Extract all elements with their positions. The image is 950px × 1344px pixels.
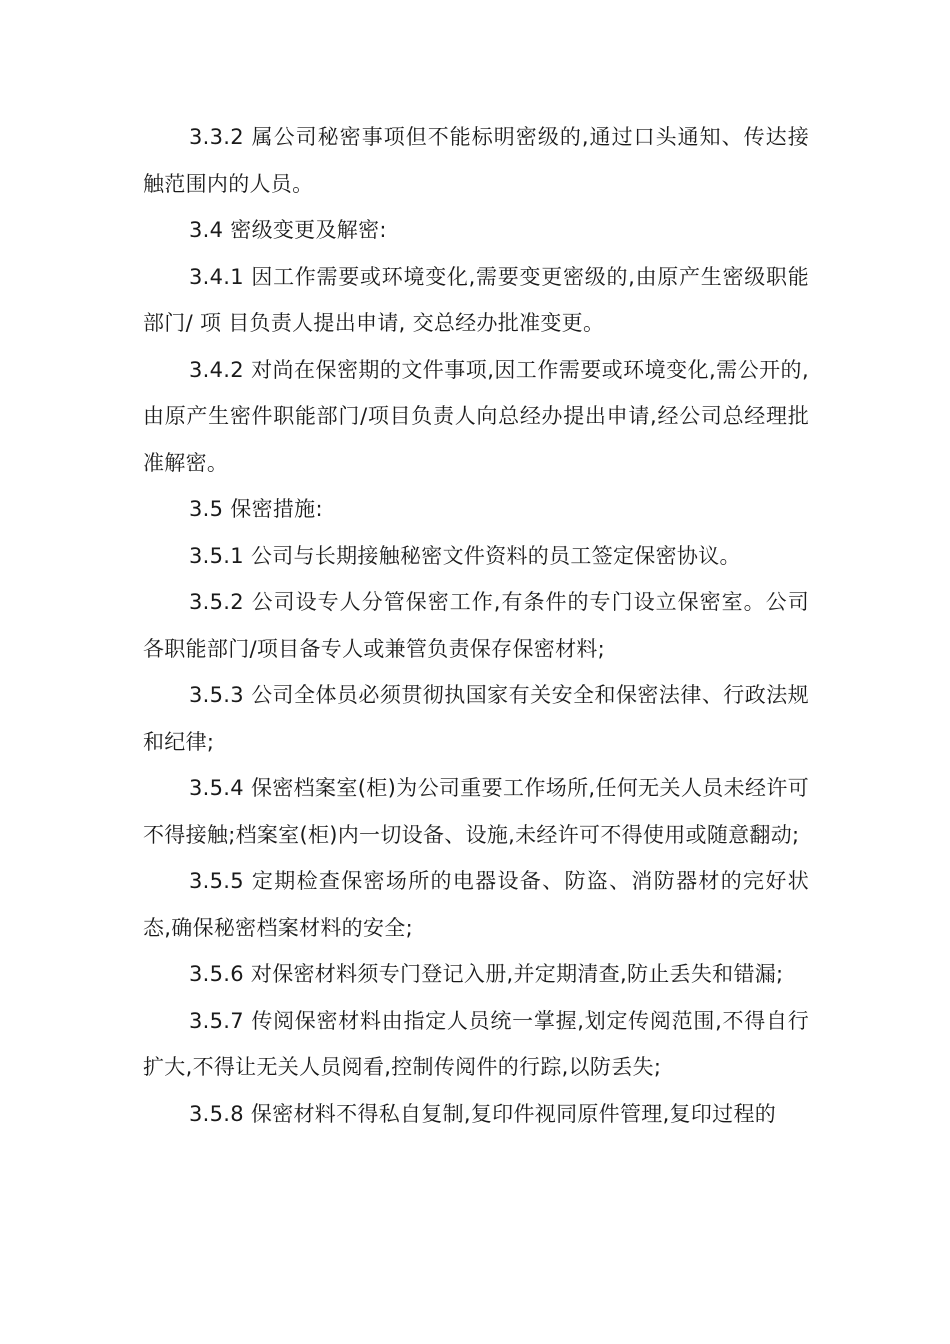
paragraph-3-4-1: 3.4.1 因工作需要或环境变化,需要变更密级的,由原产生密级职能部门/ 项 目负责人提出申请, 交总经办批准变更。 (143, 264, 809, 335)
document-body (143, 114, 809, 1137)
paragraph-3-3-2: 3.3.2 属公司秘密事项但不能标明密级的,通过口头通知、传达接触范围内的人员。 (143, 125, 809, 196)
paragraph-3-5-8: 3.5.8 保密材料不得私自复制,复印件视同原件管理,复印过程的 (189, 1101, 777, 1126)
heading-3-4: 3.4 密级变更及解密: (189, 218, 387, 242)
paragraph-3-5-4: 3.5.4 保密档案室(柜)为公司重要工作场所,任何无关人员未经许可不得接触;档案室(柜)内一切设备、设施,未经许可不得使用或随意翻动; (143, 776, 809, 847)
paragraph-3-5-6: 3.5.6 对保密材料须专门登记入册,并定期清查,防止丢失和错漏; (189, 962, 784, 986)
paragraph-3-5-7: 3.5.7 传阅保密材料由指定人员统一掌握,划定传阅范围,不得自行扩大,不得让无关人员阅看,控制传阅件的行踪,以防丢失; (143, 1008, 809, 1079)
heading-3-5: 3.5 保密措施: (189, 497, 323, 521)
paragraph-3-5-1: 3.5.1 公司与长期接触秘密文件资料的员工签定保密协议。 (189, 543, 741, 568)
paragraph-3-5-3: 3.5.3 公司全体员必须贯彻执国家有关安全和保密法律、行政法规和纪律; (143, 683, 809, 754)
paragraph-3-5-5: 3.5.5 定期检查保密场所的电器设备、防盗、消防器材的完好状态,确保秘密档案材料的安全; (143, 869, 809, 940)
paragraph-3-4-2: 3.4.2 对尚在保密期的文件事项,因工作需要或环境变化,需公开的,由原产生密件职能部门/项目负责人向总经办提出申请,经公司总经理批准解密。 (143, 357, 809, 475)
paragraph-3-5-2: 3.5.2 公司设专人分管保密工作,有条件的专门设立保密室。公司各职能部门/项目备专人或兼管负责保存保密材料; (143, 590, 809, 661)
